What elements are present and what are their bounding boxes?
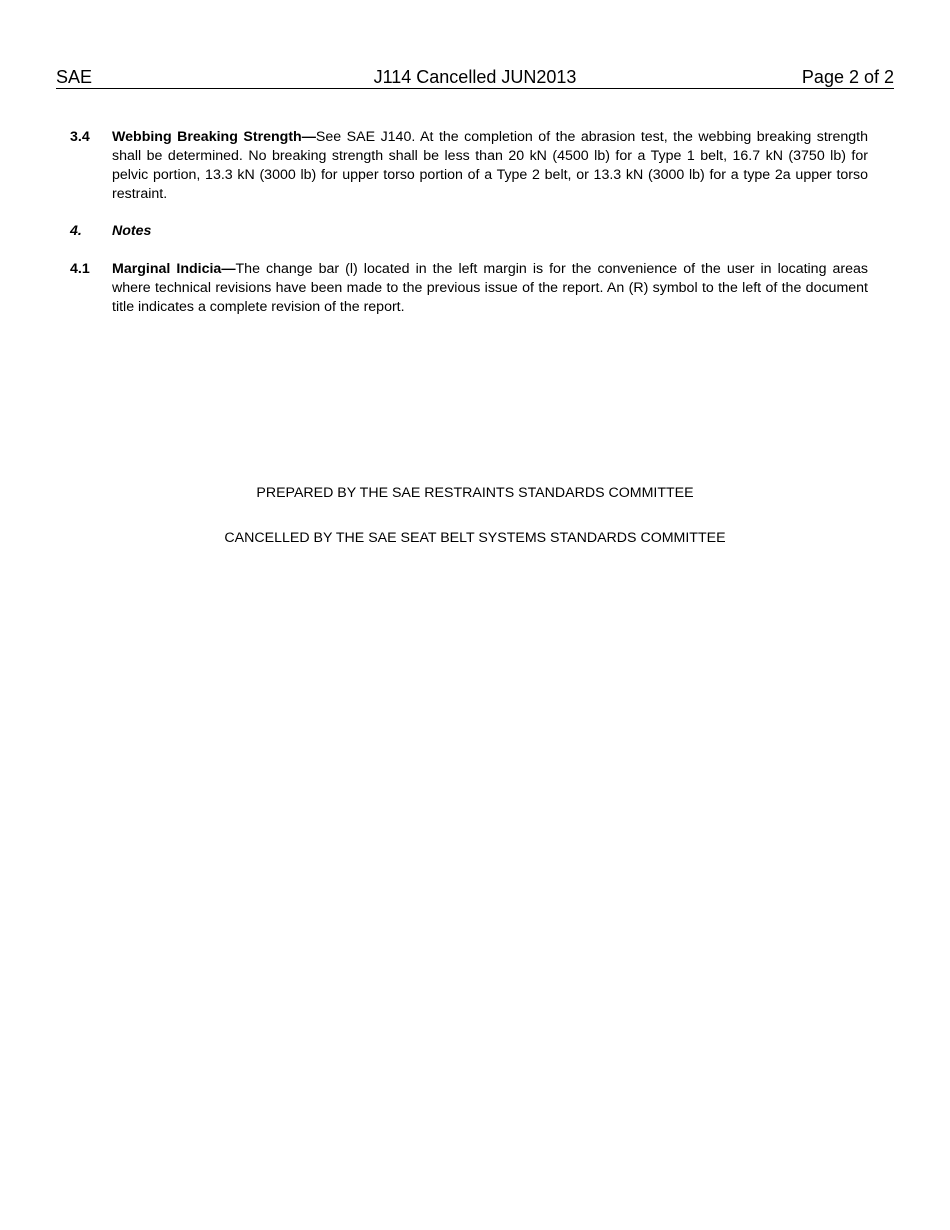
- header-document-id: J114 Cancelled JUN2013: [373, 67, 577, 87]
- section-text: [112, 128, 868, 204]
- section-number: 3.4: [70, 129, 90, 145]
- section-text: [112, 222, 868, 241]
- prepared-by-statement: PREPARED BY THE SAE RESTRAINTS STANDARDS COMMITTEE: [256, 485, 694, 501]
- section-4-notes: [70, 222, 868, 241]
- section-number: 4.: [70, 223, 82, 239]
- section-heading: Marginal Indicia—: [112, 261, 236, 277]
- section-3-4: [70, 128, 868, 204]
- section-4-1: [70, 260, 868, 317]
- section-body: See SAE J140. At the completion of the abrasion test, the webbing breaking strength shall be determined. No breaking strength shall be less than 20 kN (4500 lb) for a Type 1 belt, 16.7 kN (3750 lb) for pelvic portion, 13.3 kN (3000 lb) for upper torso portion of a Type 2 belt, or 13.3 kN (3000 lb) for a type 2a upper torso restraint.: [112, 129, 868, 202]
- cancelled-by-statement: CANCELLED BY THE SAE SEAT BELT SYSTEMS STANDARDS COMMITTEE: [224, 530, 726, 546]
- page-header: [56, 66, 894, 89]
- section-heading: Notes: [112, 223, 152, 239]
- section-number: 4.1: [70, 261, 90, 277]
- header-organization: SAE: [56, 67, 93, 87]
- section-text: [112, 260, 868, 317]
- header-page-number: Page 2 of 2: [801, 67, 894, 87]
- section-heading: Webbing Breaking Strength—: [112, 129, 316, 145]
- section-body: The change bar (l) located in the left margin is for the convenience of the user in locating areas where technical revisions have been made to the previous issue of the report. An (R) symbol to the left of the document title indicates a complete revision of the report.: [112, 261, 869, 315]
